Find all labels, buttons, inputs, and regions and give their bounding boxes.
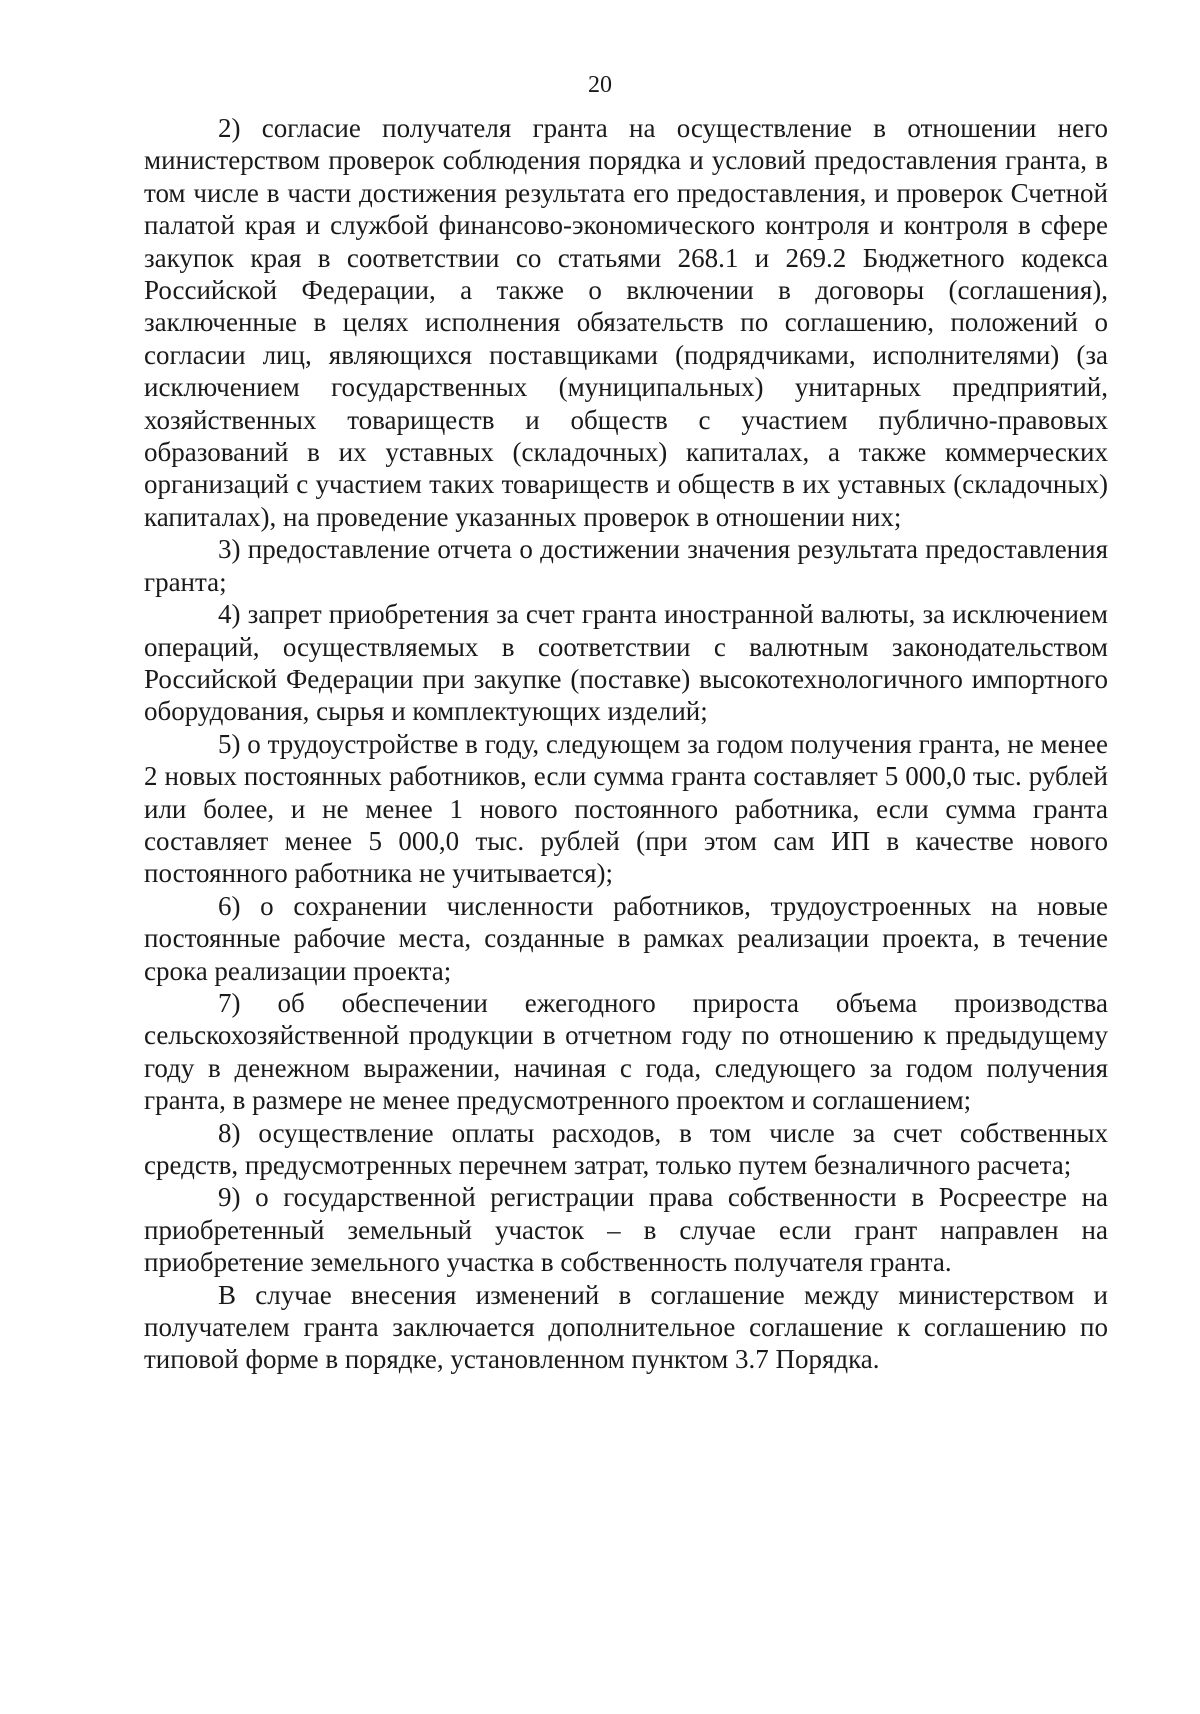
paragraph-item-4: 4) запрет приобретения за счет гранта иностранной валюты, за исключением операций, осуществляемых в соответствии с валютным законодательством Российской Федерации при закупке (поставке) высокотехнологичного импортного оборудования, сырья и комплектующих изделий; [144, 599, 1108, 727]
page-number: 20 [588, 72, 612, 98]
paragraph-item-3: 3) предоставление отчета о достижении значения результата предоставления гранта; [144, 534, 1108, 597]
paragraph-item-9: 9) о государственной регистрации права собственности в Росреестре на приобретенный земельный участок – в случае если грант направлен на приобретение земельного участка в собственность получателя гранта. [144, 1182, 1108, 1278]
paragraph-amendments: В случае внесения изменений в соглашение между министерством и получателем гранта заключается дополнительное соглашение к соглашению по типовой форме в порядке, установленном пунктом 3.7 Порядка. [144, 1279, 1108, 1375]
paragraph-item-5: 5) о трудоустройстве в году, следующем за годом получения гранта, не менее 2 новых постоянных работников, если сумма гранта составляет 5 000,0 тыс. рублей или более, и не менее 1 нового постоянного работника, если сумма гранта составляет менее 5 000,0 тыс. рублей (при этом сам ИП в качестве нового постоянного работника не учитывается); [144, 728, 1108, 889]
document-body [144, 112, 1108, 1376]
paragraph-item-6: 6) о сохранении численности работников, трудоустроенных на новые постоянные рабочие места, созданные в рамках реализации проекта, в течение срока реализации проекта; [144, 890, 1108, 986]
paragraph-item-2: 2) согласие получателя гранта на осуществление в отношении него министерством проверок соблюдения порядка и условий предоставления гранта, в том числе в части достижения результата его предоставления, и проверок Счетной палатой края и службой финансово-экономического контроля и контроля в сфере закупок края в соответствии со статьями 268.1 и 269.2 Бюджетного кодекса Российской Федерации, а также о включении в договоры (соглашения), заключенные в целях исполнения обязательств по соглашению, положений о согласии лиц, являющихся поставщиками (подрядчиками, исполнителями) (за исключением государственных (муниципальных) унитарных предприятий, хозяйственных товариществ и обществ с участием публично-правовых образований в их уставных (складочных) капиталах, а также коммерческих организаций с участием таких товариществ и обществ в их уставных (складочных) капиталах), на проведение указанных проверок в отношении них; [144, 113, 1108, 532]
paragraph-item-7: 7) об обеспечении ежегодного прироста объема производства сельскохозяйственной продукции в отчетном году по отношению к предыдущему году в денежном выражении, начиная с года, следующего за годом получения гранта, в размере не менее предусмотренного проектом и соглашением; [144, 987, 1108, 1116]
paragraph-item-8: 8) осуществление оплаты расходов, в том числе за счет собственных средств, предусмотренных перечнем затрат, только путем безналичного расчета; [144, 1117, 1108, 1180]
